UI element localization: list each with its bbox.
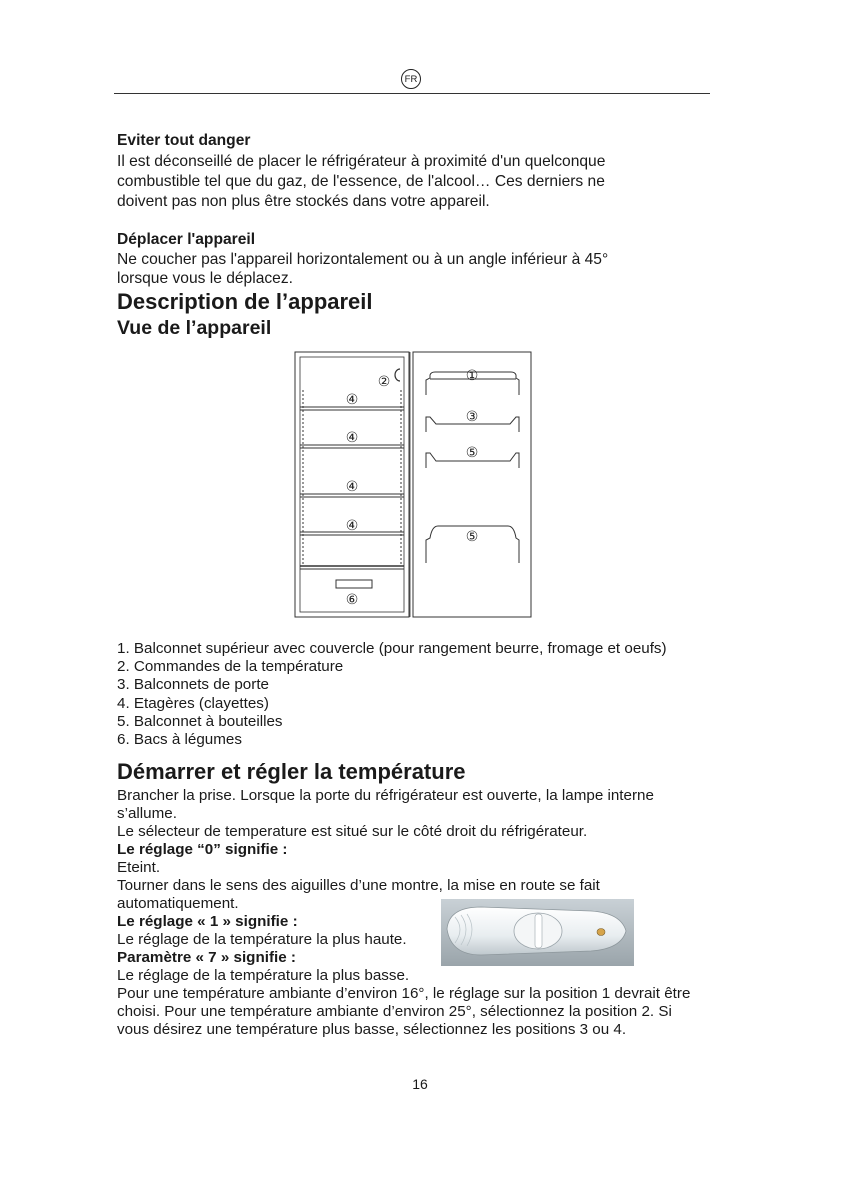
component-legend — [117, 640, 667, 749]
setting-seven-text: Le réglage de la température la plus basse. — [117, 967, 410, 984]
start-heading: Démarrer et régler la température — [117, 759, 466, 784]
start-p4-line-2: choisi. Pour une température ambiante d’environ 25°, sélectionnez la position 2. Si — [117, 1003, 672, 1020]
marker-3: ③ — [465, 409, 479, 425]
move-line-1: Ne coucher pas l'appareil horizontalement ou à un angle inférieur à 45° — [117, 251, 609, 268]
marker-4c: ④ — [345, 479, 359, 495]
setting-seven-heading: Paramètre « 7 » signifie : — [117, 949, 296, 966]
appliance-diagram — [280, 345, 532, 621]
marker-1: ① — [465, 368, 479, 384]
marker-4b: ④ — [345, 430, 359, 446]
setting-one-heading: Le réglage « 1 » signifie : — [117, 913, 298, 930]
legend-item-4: 4. Etagères (clayettes) — [117, 694, 269, 712]
door-outline — [413, 352, 531, 617]
danger-line-1: Il est déconseillé de placer le réfrigérateur à proximité d'un quelconque — [117, 153, 606, 170]
page-number: 16 — [412, 1076, 428, 1092]
marker-2: ② — [377, 374, 391, 390]
danger-line-2: combustible tel que du gaz, de l'essence, de l'alcool… Ces derniers ne — [117, 173, 605, 190]
section-title-danger: Eviter tout danger — [117, 132, 251, 149]
marker-4a: ④ — [345, 392, 359, 408]
legend-item-5: 5. Balconnet à bouteilles — [117, 712, 283, 730]
start-p4-line-1: Pour une température ambiante d’environ 16°, le réglage sur la position 1 devrait être — [117, 985, 691, 1002]
start-p1: Brancher la prise. Lorsque la porte du réfrigérateur est ouverte, la lampe interne — [117, 787, 654, 804]
legend-item-6: 6. Bacs à légumes — [117, 731, 242, 749]
marker-6: ⑥ — [345, 592, 359, 608]
setting-one-text: Le réglage de la température la plus haute. — [117, 931, 407, 948]
setting-zero-heading: Le réglage “0” signifie : — [117, 841, 288, 858]
marker-5b: ⑤ — [465, 529, 479, 545]
start-p3b: automatiquement. — [117, 895, 239, 912]
start-p3: Tourner dans le sens des aiguilles d’une montre, la mise en route se fait — [117, 877, 600, 894]
marker-5a: ⑤ — [465, 445, 479, 461]
crisper-handle — [336, 580, 372, 588]
legend-item-2: 2. Commandes de la température — [117, 658, 344, 676]
legend-item-1: 1. Balconnet supérieur avec couvercle (pour rangement beurre, fromage et oeufs) — [117, 640, 667, 657]
language-badge: FR — [401, 69, 421, 89]
thermostat-knob — [395, 369, 400, 381]
marker-4d: ④ — [345, 518, 359, 534]
start-p2: Le sélecteur de temperature est situé sur le côté droit du réfrigérateur. — [117, 823, 588, 840]
move-line-2: lorsque vous le déplacez. — [117, 270, 293, 287]
header-rule — [114, 93, 710, 94]
danger-line-3: doivent pas non plus être stockés dans votre appareil. — [117, 193, 490, 210]
thermostat-photo — [441, 899, 634, 966]
start-p4-line-3: vous désirez une température plus basse, sélectionnez les positions 3 ou 4. — [117, 1021, 627, 1038]
description-heading: Description de l’appareil — [117, 289, 373, 314]
section-title-move: Déplacer l'appareil — [117, 231, 256, 248]
legend-item-3: 3. Balconnets de porte — [117, 676, 269, 694]
view-subheading: Vue de l’appareil — [117, 317, 272, 339]
setting-zero-text: Eteint. — [117, 859, 161, 876]
start-p1b: s’allume. — [117, 805, 177, 822]
